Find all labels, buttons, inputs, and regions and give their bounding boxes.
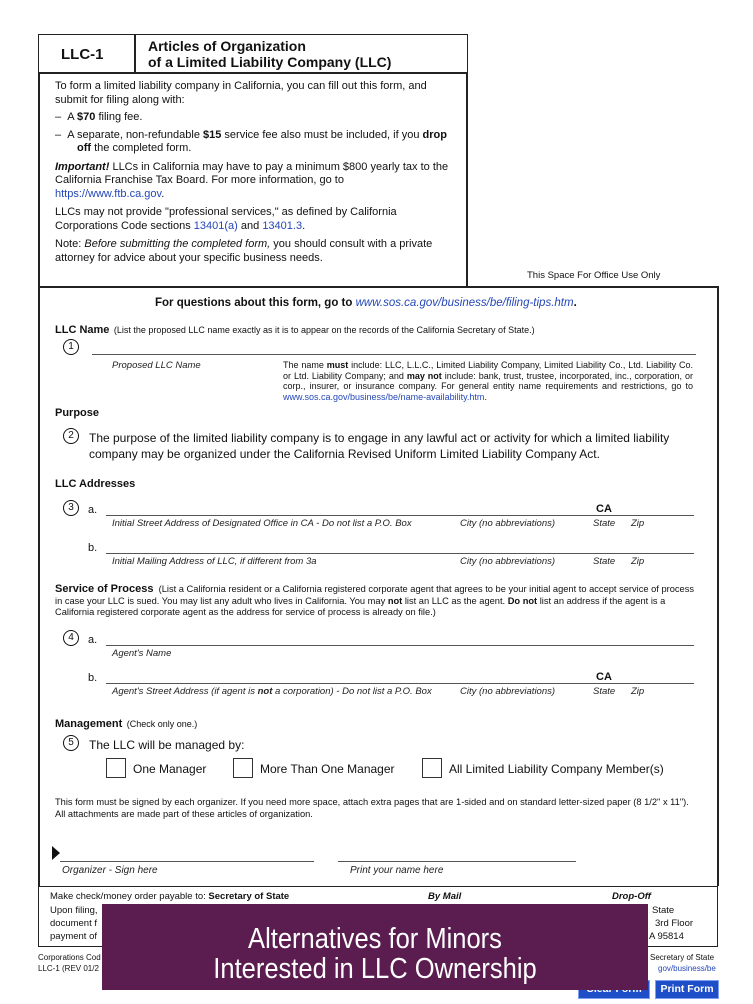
address-b-state-label: State bbox=[593, 556, 616, 567]
sos-url-footer[interactable]: gov/business/be bbox=[658, 964, 716, 973]
payment-text: payment of bbox=[50, 931, 97, 942]
llc-name-instruction: (List the proposed LLC name exactly as it is to appear on the records of the California Secretary of State.) bbox=[113, 325, 535, 335]
dropoff-state-text: State bbox=[652, 905, 675, 916]
fee2-amount: $15 bbox=[203, 128, 222, 141]
step-3-badge: 3 bbox=[63, 500, 79, 516]
address-a-zip-label: Zip bbox=[631, 518, 645, 529]
rules-must: must bbox=[326, 360, 349, 370]
rules-pre: The name bbox=[283, 360, 327, 370]
agent-street-post: a corporation) - Do not list a P.O. Box bbox=[272, 686, 432, 697]
more-than-one-manager-checkbox[interactable] bbox=[233, 758, 253, 778]
agent-city-label: City (no abbreviations) bbox=[460, 686, 556, 697]
footer-left-border bbox=[38, 886, 39, 947]
footer-top-rule bbox=[38, 886, 718, 887]
corp-code-footer: Corporations Cod bbox=[38, 953, 101, 962]
service-text-pre: (List a California resident or a California registered corporate agent that agrees to be your initial agent to accept service of process in case your LLC is sued. You may list any adult who lives in California. You may bbox=[55, 584, 694, 606]
address-b-city-label: City (no abbreviations) bbox=[460, 556, 556, 567]
document-text: document f bbox=[50, 918, 97, 929]
drop-off-label: Drop-Off bbox=[612, 891, 651, 902]
dropoff-floor-text: 3rd Floor bbox=[655, 918, 694, 929]
important-end: . bbox=[161, 187, 165, 200]
banner-line-2: Interested in LLC Ownership bbox=[213, 953, 537, 985]
signing-text: This form must be signed by each organizer. If you need more space, attach extra pages that are 1-sided and on standard letter-sized paper (8 1/2" x 11"). All attachments are made part of these articles of organization. bbox=[55, 797, 689, 819]
payable-to: Secretary of State bbox=[208, 891, 290, 902]
service-block bbox=[55, 584, 700, 619]
fee-item-1: – A $70 filing fee. bbox=[55, 111, 143, 123]
footer-right-border bbox=[717, 886, 718, 947]
note-paragraph bbox=[55, 238, 450, 265]
important-label: Important! bbox=[55, 160, 110, 173]
print-name-label: Print your name here bbox=[350, 865, 444, 876]
banner-line-1: Alternatives for Minors bbox=[248, 923, 502, 955]
rules-post: include: bank, trust, trustee, incorporated, inc., corporation, or corp., insurer, or insurance company. For general entity name requirements and restrictions, go to bbox=[283, 370, 693, 391]
management-lead: The LLC will be managed by: bbox=[89, 738, 245, 752]
prof-and: and bbox=[237, 219, 263, 232]
llc-name-label: Proposed LLC Name bbox=[112, 360, 201, 371]
form-id: LLC-1 bbox=[61, 46, 104, 63]
print-name-input[interactable] bbox=[338, 861, 576, 862]
agent-street-not: not bbox=[257, 686, 273, 697]
all-members-label: All Limited Liability Company Member(s) bbox=[449, 762, 664, 776]
llc-name-heading: LLC Name bbox=[55, 324, 110, 336]
note-label: Note: bbox=[55, 238, 85, 250]
address-a-city-label: City (no abbreviations) bbox=[460, 518, 556, 529]
prof-text: LLCs may not provide "professional services," as defined by California Corporations Code sections bbox=[55, 206, 397, 232]
organizer-signature-input[interactable] bbox=[60, 861, 314, 862]
fee2-post: the completed form. bbox=[91, 142, 192, 154]
one-manager-label: One Manager bbox=[133, 762, 207, 776]
main-top-rule bbox=[38, 286, 718, 288]
prof-end: . bbox=[302, 219, 306, 232]
corp-code-link-2[interactable]: 13401.3 bbox=[262, 219, 303, 232]
intro-left-border bbox=[38, 72, 40, 286]
llc-name-heading-row bbox=[55, 320, 535, 338]
questions-line bbox=[155, 297, 577, 309]
step-4-badge: 4 bbox=[63, 630, 79, 646]
organizer-sign-label: Organizer - Sign here bbox=[62, 865, 158, 876]
llc-name-rules bbox=[283, 360, 693, 402]
fee1-amount: $70 bbox=[77, 111, 96, 123]
office-use-label: This Space For Office Use Only bbox=[527, 270, 661, 281]
service-text-donot: Do not bbox=[507, 595, 538, 606]
sos-footer: Secretary of State bbox=[650, 953, 715, 962]
corp-code-link-1[interactable]: 13401(a) bbox=[193, 219, 238, 232]
title-banner bbox=[102, 904, 648, 990]
header-divider bbox=[134, 35, 136, 73]
dropoff-zip-text: A 95814 bbox=[649, 931, 684, 942]
by-mail-label: By Mail bbox=[428, 891, 462, 902]
service-text-mid: list an LLC as the agent. bbox=[402, 595, 508, 606]
note-text: you should consult with a private attorney for advice about your specific business needs. bbox=[55, 238, 433, 264]
agent-address-input[interactable] bbox=[106, 683, 694, 684]
agent-state-label: State bbox=[593, 686, 616, 697]
important-text: LLCs in California may have to pay a minimum $800 yearly tax to the California Franchise Tax Board. For more information, go to bbox=[55, 160, 449, 186]
agent-street-label bbox=[112, 686, 432, 697]
signature-arrow-icon bbox=[52, 846, 60, 860]
rules-end: . bbox=[484, 391, 487, 402]
address-b-street-label: Initial Mailing Address of LLC, if different from 3a bbox=[112, 556, 317, 567]
professional-paragraph bbox=[55, 206, 450, 233]
address-b-zip-label: Zip bbox=[631, 556, 645, 567]
revision-footer: LLC-1 (REV 01/2 bbox=[38, 964, 99, 973]
purpose-text: The purpose of the limited liability company is to engage in any lawful act or activity for which a limited liability company may be organized under the California Revised Uniform Limited Liability Company Act. bbox=[89, 431, 670, 461]
management-instruction: (Check only one.) bbox=[126, 719, 198, 729]
header-box bbox=[38, 34, 468, 73]
agent-name-label: Agent's Name bbox=[112, 648, 172, 659]
service-text-post: list an address if the agent is a California registered corporate agent as the address for service of process is already on file.) bbox=[55, 595, 666, 617]
step-5-badge: 5 bbox=[63, 735, 79, 751]
step-2-badge: 2 bbox=[63, 428, 79, 444]
address-a-state-value: CA bbox=[596, 503, 612, 515]
service-text-not: not bbox=[387, 595, 403, 606]
main-left-border bbox=[38, 286, 40, 886]
purpose-heading: Purpose bbox=[55, 407, 100, 419]
fee2-dropoff: drop off bbox=[77, 128, 447, 154]
address-b-input[interactable] bbox=[106, 553, 694, 554]
ftb-link[interactable]: https://www.ftb.ca.gov bbox=[55, 187, 162, 200]
management-heading: Management bbox=[55, 718, 123, 730]
agent-a-letter: a. bbox=[88, 634, 98, 646]
fee1-post: filing fee. bbox=[95, 111, 143, 123]
fee2-pre: A separate, non-refundable bbox=[67, 128, 203, 141]
questions-text: For questions about this form, go to bbox=[155, 297, 356, 309]
fee2-mid: service fee also must be included, if you bbox=[221, 128, 423, 141]
upon-filing-text: Upon filing, bbox=[50, 905, 98, 916]
header-bottom-rule bbox=[38, 72, 468, 74]
name-availability-link[interactable]: www.sos.ca.gov/business/be/name-availability.htm bbox=[283, 391, 485, 402]
address-b-letter: b. bbox=[88, 542, 98, 554]
form-title-line1: Articles of Organization bbox=[148, 38, 306, 54]
rules-mid: include: LLC, L.L.C., Limited Liability Company, Limited Liability Co., Ltd. Liability Co. or Ltd. Liability Company; and bbox=[283, 360, 693, 381]
intro-paragraph: To form a limited liability company in California, you can fill out this form, and submit for filing along with: bbox=[55, 80, 427, 106]
form-title-line2: of a Limited Liability Company (LLC) bbox=[148, 54, 392, 70]
address-a-street-label: Initial Street Address of Designated Office in CA - Do not list a P.O. Box bbox=[112, 518, 412, 529]
filing-tips-link[interactable]: www.sos.ca.gov/business/be/filing-tips.htm bbox=[355, 297, 574, 309]
agent-b-letter: b. bbox=[88, 672, 98, 684]
one-manager-checkbox[interactable] bbox=[106, 758, 126, 778]
address-a-input[interactable] bbox=[106, 515, 694, 516]
llc-name-input[interactable] bbox=[92, 354, 696, 355]
agent-state-value: CA bbox=[596, 671, 612, 683]
fee1-pre: A bbox=[67, 111, 78, 123]
agent-street-pre: Agent's Street Address (if agent is bbox=[112, 686, 258, 697]
main-right-border bbox=[717, 286, 719, 886]
payable-line bbox=[50, 891, 289, 902]
important-paragraph bbox=[55, 161, 450, 202]
intro-text bbox=[55, 80, 450, 265]
address-a-state-label: State bbox=[593, 518, 616, 529]
rules-maynot: may not bbox=[406, 370, 442, 381]
addresses-heading: LLC Addresses bbox=[55, 478, 136, 490]
agent-name-input[interactable] bbox=[106, 645, 694, 646]
management-heading-row bbox=[55, 714, 197, 732]
step-1-badge: 1 bbox=[63, 339, 79, 355]
questions-end: . bbox=[573, 297, 577, 309]
agent-zip-label: Zip bbox=[631, 686, 645, 697]
more-than-one-manager-label: More Than One Manager bbox=[260, 762, 395, 776]
intro-right-border bbox=[466, 72, 468, 286]
payable-pre: Make check/money order payable to: bbox=[50, 891, 209, 902]
note-italic: Before submitting the completed form, bbox=[84, 238, 271, 250]
all-members-checkbox[interactable] bbox=[422, 758, 442, 778]
address-a-letter: a. bbox=[88, 504, 98, 516]
service-heading: Service of Process bbox=[55, 583, 154, 595]
fee-item-2: – A separate, non-refundable $15 service fee also must be included, if you drop off the completed form. bbox=[55, 128, 447, 154]
print-form-button[interactable]: Print Form bbox=[655, 980, 719, 999]
